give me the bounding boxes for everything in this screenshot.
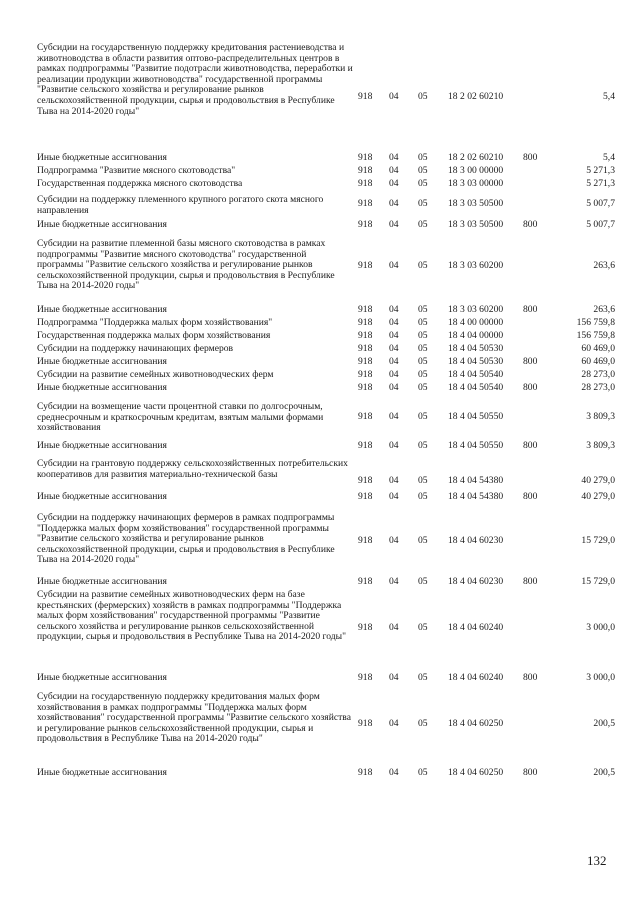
admin-code: 918 <box>358 382 373 393</box>
subsection-code: 05 <box>418 152 428 163</box>
section-code: 04 <box>389 330 399 341</box>
subsection-code: 05 <box>418 622 428 633</box>
expense-type-code: 800 <box>523 672 538 683</box>
admin-code: 918 <box>358 317 373 328</box>
subsection-code: 05 <box>418 411 428 422</box>
section-code: 04 <box>389 343 399 354</box>
section-code: 04 <box>389 576 399 587</box>
amount: 5 007,7 <box>586 219 615 230</box>
row-name: Субсидии на развитие семейных животноводческих ферм на базе крестьянских (фермерских) хозяйств в рамках подпрограммы "Поддержка малых форм хозяйствования" государственной программы "Развитие сельского хозяйства и регулирование рынков сельскохозяйственной продукции, сырья и продовольствия в Республике Тыва на 2014-2020 годы" <box>37 589 347 643</box>
row-name: Иные бюджетные ассигнования <box>37 672 167 683</box>
section-code: 04 <box>389 440 399 451</box>
subsection-code: 05 <box>418 369 428 380</box>
subsection-code: 05 <box>418 718 428 729</box>
admin-code: 918 <box>358 369 373 380</box>
row-name: Иные бюджетные ассигнования <box>37 304 167 315</box>
subsection-code: 05 <box>418 343 428 354</box>
row-name: Иные бюджетные ассигнования <box>37 152 167 163</box>
subsection-code: 05 <box>418 317 428 328</box>
admin-code: 918 <box>358 330 373 341</box>
subsection-code: 05 <box>418 382 428 393</box>
subsection-code: 05 <box>418 304 428 315</box>
row-name: Субсидии на возмещение части процентной ставки по долгосрочным, среднесрочным и краткосрочным кредитам, взятым малыми формами хозяйствования <box>37 401 324 434</box>
row-name: Государственная поддержка малых форм хозяйствования <box>37 330 271 341</box>
subsection-code: 05 <box>418 219 428 230</box>
target-item-code: 18 4 04 50540 <box>448 369 504 380</box>
section-code: 04 <box>389 369 399 380</box>
subsection-code: 05 <box>418 440 428 451</box>
row-name: Иные бюджетные ассигнования <box>37 767 167 778</box>
section-code: 04 <box>389 767 399 778</box>
page-number: 132 <box>587 853 607 868</box>
target-item-code: 18 4 04 60240 <box>448 672 504 683</box>
expense-type-code: 800 <box>523 491 538 502</box>
amount: 28 273,0 <box>581 369 615 380</box>
admin-code: 918 <box>358 535 373 546</box>
amount: 60 469,0 <box>581 356 615 367</box>
amount: 15 729,0 <box>581 576 615 587</box>
section-code: 04 <box>389 178 399 189</box>
admin-code: 918 <box>358 440 373 451</box>
amount: 5,4 <box>603 152 615 163</box>
row-name: Субсидии на поддержку начинающих фермеров в рамках подпрограммы "Поддержка малых форм хозяйствования" государственной программы "Развитие сельского хозяйства и регулирование рынков сельскохозяйственной продукции, сырья и продовольствия в Республике Тыва на 2014-2020 годы" <box>37 512 335 566</box>
target-item-code: 18 3 03 50500 <box>448 219 504 230</box>
amount: 40 279,0 <box>581 491 615 502</box>
amount: 15 729,0 <box>581 535 615 546</box>
subsection-code: 05 <box>418 535 428 546</box>
section-code: 04 <box>389 91 399 102</box>
target-item-code: 18 3 00 00000 <box>448 165 504 176</box>
row-name: Субсидии на грантовую поддержку сельскохозяйственных потребительских кооперативов для развития материально-технической базы <box>37 458 348 480</box>
admin-code: 918 <box>358 198 373 209</box>
section-code: 04 <box>389 304 399 315</box>
target-item-code: 18 4 04 50550 <box>448 440 504 451</box>
admin-code: 918 <box>358 219 373 230</box>
target-item-code: 18 4 04 50540 <box>448 382 504 393</box>
admin-code: 918 <box>358 718 373 729</box>
expense-type-code: 800 <box>523 304 538 315</box>
admin-code: 918 <box>358 491 373 502</box>
expense-type-code: 800 <box>523 440 538 451</box>
amount: 263,6 <box>593 260 615 271</box>
target-item-code: 18 4 04 60230 <box>448 576 504 587</box>
subsection-code: 05 <box>418 767 428 778</box>
section-code: 04 <box>389 356 399 367</box>
target-item-code: 18 4 04 54380 <box>448 491 504 502</box>
row-name: Субсидии на поддержку племенного крупного рогатого скота мясного направления <box>37 194 324 216</box>
expense-type-code: 800 <box>523 576 538 587</box>
row-name: Подпрограмма "Поддержка малых форм хозяйствования" <box>37 317 273 328</box>
target-item-code: 18 4 04 50530 <box>448 343 504 354</box>
expense-type-code: 800 <box>523 219 538 230</box>
admin-code: 918 <box>358 178 373 189</box>
target-item-code: 18 4 04 00000 <box>448 330 504 341</box>
target-item-code: 18 2 02 60210 <box>448 91 504 102</box>
row-name: Субсидии на государственную поддержку кредитования малых форм хозяйствования в рамках подпрограммы "Поддержка малых форм хозяйствования" государственной программы "Развитие сельского хозяйства и регулирование рынков сельскохозяйственной продукции, сырья и продовольствия в Республике Тыва на 2014-2020 годы" <box>37 691 351 745</box>
admin-code: 918 <box>358 672 373 683</box>
amount: 3 809,3 <box>586 440 615 451</box>
target-item-code: 18 2 02 60210 <box>448 152 504 163</box>
amount: 5 271,3 <box>586 165 615 176</box>
amount: 60 469,0 <box>581 343 615 354</box>
section-code: 04 <box>389 317 399 328</box>
target-item-code: 18 3 03 60200 <box>448 260 504 271</box>
subsection-code: 05 <box>418 491 428 502</box>
amount: 28 273,0 <box>581 382 615 393</box>
subsection-code: 05 <box>418 91 428 102</box>
section-code: 04 <box>389 198 399 209</box>
target-item-code: 18 4 04 60240 <box>448 622 504 633</box>
expense-type-code: 800 <box>523 152 538 163</box>
row-name: Подпрограмма "Развитие мясного скотоводства" <box>37 165 236 176</box>
amount: 263,6 <box>593 304 615 315</box>
section-code: 04 <box>389 382 399 393</box>
admin-code: 918 <box>358 343 373 354</box>
section-code: 04 <box>389 491 399 502</box>
admin-code: 918 <box>358 165 373 176</box>
subsection-code: 05 <box>418 178 428 189</box>
section-code: 04 <box>389 475 399 486</box>
target-item-code: 18 3 03 50500 <box>448 198 504 209</box>
admin-code: 918 <box>358 622 373 633</box>
admin-code: 918 <box>358 411 373 422</box>
row-name: Иные бюджетные ассигнования <box>37 382 167 393</box>
expense-type-code: 800 <box>523 356 538 367</box>
section-code: 04 <box>389 260 399 271</box>
admin-code: 918 <box>358 356 373 367</box>
target-item-code: 18 3 03 60200 <box>448 304 504 315</box>
target-item-code: 18 4 04 50550 <box>448 411 504 422</box>
section-code: 04 <box>389 535 399 546</box>
subsection-code: 05 <box>418 356 428 367</box>
admin-code: 918 <box>358 475 373 486</box>
target-item-code: 18 4 04 60250 <box>448 718 504 729</box>
target-item-code: 18 4 04 50530 <box>448 356 504 367</box>
amount: 40 279,0 <box>581 475 615 486</box>
target-item-code: 18 3 03 00000 <box>448 178 504 189</box>
target-item-code: 18 4 04 60230 <box>448 535 504 546</box>
row-name: Государственная поддержка мясного скотоводства <box>37 178 243 189</box>
admin-code: 918 <box>358 304 373 315</box>
row-name: Иные бюджетные ассигнования <box>37 491 167 502</box>
subsection-code: 05 <box>418 576 428 587</box>
amount: 3 000,0 <box>586 672 615 683</box>
admin-code: 918 <box>358 260 373 271</box>
section-code: 04 <box>389 152 399 163</box>
section-code: 04 <box>389 622 399 633</box>
amount: 3 809,3 <box>586 411 615 422</box>
section-code: 04 <box>389 672 399 683</box>
subsection-code: 05 <box>418 475 428 486</box>
row-name: Субсидии на развитие семейных животноводческих ферм <box>37 369 274 380</box>
expense-type-code: 800 <box>523 767 538 778</box>
subsection-code: 05 <box>418 260 428 271</box>
amount: 3 000,0 <box>586 622 615 633</box>
section-code: 04 <box>389 411 399 422</box>
amount: 200,5 <box>593 718 615 729</box>
subsection-code: 05 <box>418 165 428 176</box>
row-name: Субсидии на развитие племенной базы мясного скотоводства в рамках подпрограммы "Развитие мясного скотоводства" государственной программы "Развитие сельского хозяйства и регулирование рынков сельскохозяйственной продукции, сырья и продовольствия в Республике Тыва на 2014-2020 годы" <box>37 238 335 292</box>
admin-code: 918 <box>358 767 373 778</box>
amount: 156 759,8 <box>576 317 615 328</box>
row-name: Иные бюджетные ассигнования <box>37 440 167 451</box>
section-code: 04 <box>389 219 399 230</box>
row-name: Иные бюджетные ассигнования <box>37 576 167 587</box>
section-code: 04 <box>389 718 399 729</box>
amount: 5,4 <box>603 91 615 102</box>
row-name: Субсидии на государственную поддержку кредитования растениеводства и животноводства в области развития оптово-распределительных центров в рамках подпрограммы "Развитие подотрасли животноводства, переработки и реализации продукции животноводства" государственной программы "Развитие сельского хозяйства и регулирование рынков сельскохозяйственной продукции, сырья и продовольствия в Республике Тыва на 2014-2020 годы" <box>37 42 353 117</box>
row-name: Иные бюджетные ассигнования <box>37 219 167 230</box>
subsection-code: 05 <box>418 672 428 683</box>
target-item-code: 18 4 04 54380 <box>448 475 504 486</box>
subsection-code: 05 <box>418 330 428 341</box>
admin-code: 918 <box>358 91 373 102</box>
amount: 200,5 <box>593 767 615 778</box>
target-item-code: 18 4 00 00000 <box>448 317 504 328</box>
section-code: 04 <box>389 165 399 176</box>
admin-code: 918 <box>358 576 373 587</box>
row-name: Иные бюджетные ассигнования <box>37 356 167 367</box>
amount: 156 759,8 <box>576 330 615 341</box>
amount: 5 271,3 <box>586 178 615 189</box>
amount: 5 007,7 <box>586 198 615 209</box>
expense-type-code: 800 <box>523 382 538 393</box>
subsection-code: 05 <box>418 198 428 209</box>
target-item-code: 18 4 04 60250 <box>448 767 504 778</box>
admin-code: 918 <box>358 152 373 163</box>
row-name: Субсидии на поддержку начинающих фермеров <box>37 343 234 354</box>
